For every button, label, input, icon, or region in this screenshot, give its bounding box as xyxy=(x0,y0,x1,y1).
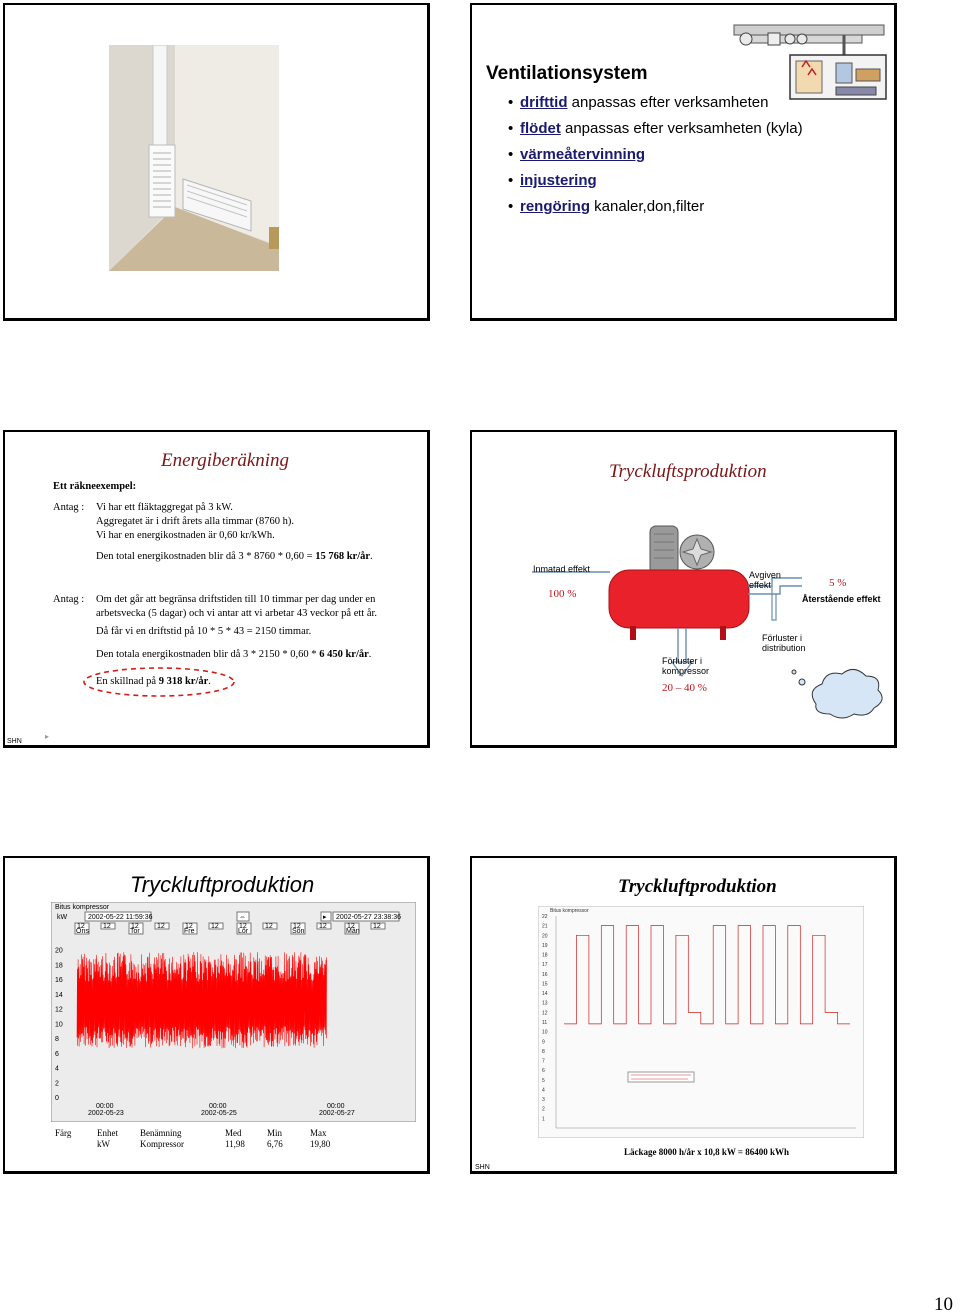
y-tick-label: 18 xyxy=(542,952,548,959)
y-tick-label: 4 xyxy=(542,1087,545,1094)
slide-ventilationsystem xyxy=(470,3,897,321)
legend-header: Med xyxy=(225,1128,242,1138)
y-tick-label: 13 xyxy=(542,1000,548,1007)
compressor-energy-diagram xyxy=(472,512,897,742)
y-tick-label: 6 xyxy=(55,1050,59,1058)
slide-title: Tryckluftproduktion xyxy=(130,872,315,897)
day-value: 12 xyxy=(239,923,247,930)
day-label: Mån xyxy=(346,928,360,935)
y-tick-label: 16 xyxy=(542,971,548,978)
assumption-label: Antag : xyxy=(53,594,85,605)
slide-tryckluftsproduktion-diagram xyxy=(470,430,897,748)
footer-label: SHN xyxy=(475,1164,490,1171)
y-tick-label: 1 xyxy=(542,1116,545,1123)
list-item: • injustering xyxy=(506,172,806,190)
input-percent: 100 % xyxy=(548,588,577,600)
slide-tryckluftproduktion-chart xyxy=(3,856,430,1174)
slide-tryckluftproduktion-leak xyxy=(470,856,897,1174)
y-tick-label: 4 xyxy=(55,1065,59,1073)
day-value: 12 xyxy=(211,923,219,930)
ventilation-photo xyxy=(109,45,279,271)
y-tick-label: 2 xyxy=(55,1080,59,1088)
y-tick-label: 14 xyxy=(55,991,63,999)
day-value: 12 xyxy=(319,923,327,930)
output-percent: 5 % xyxy=(829,577,847,589)
calculation-line: Den total energikostnaden blir då 3 * 8760 * 0,60 = 15 768 kr/år. xyxy=(96,551,373,562)
input-power-label: Inmatad effekt xyxy=(533,564,590,574)
assumption-line: arbetsvecka (5 dagar) och vi antar att vi arbetar 43 veckor på ett år. xyxy=(96,608,378,619)
page-number: 10 xyxy=(934,1294,953,1315)
chart-end-date: 2002-05-27 23:38:36 xyxy=(336,914,401,921)
y-tick-label: 2 xyxy=(542,1106,545,1113)
list-item: • flödet anpassas efter verksamheten (kyla) xyxy=(506,120,806,138)
day-value: 12 xyxy=(157,923,165,930)
y-tick-label: 7 xyxy=(542,1058,545,1065)
y-tick-label: 20 xyxy=(542,933,548,940)
y-tick-label: 18 xyxy=(55,962,63,970)
distribution-loss-label: distribution xyxy=(762,643,806,653)
chart-scroll-arrows-icon[interactable]: ⇔ xyxy=(239,914,246,921)
output-power-label: Avgiven xyxy=(749,570,781,580)
day-label: Tor xyxy=(130,928,140,935)
y-tick-label: 10 xyxy=(55,1021,63,1029)
y-tick-label: 16 xyxy=(55,977,63,985)
y-tick-label: 11 xyxy=(542,1020,548,1026)
y-tick-label: 14 xyxy=(542,991,548,998)
day-value: 12 xyxy=(347,923,355,930)
y-tick-label: 6 xyxy=(542,1068,545,1075)
calculation-line: Då får vi en driftstid på 10 * 5 * 43 = 2150 timmar. xyxy=(96,626,312,637)
chart-nav-arrow-icon[interactable]: ▸ xyxy=(323,914,327,921)
day-value: 12 xyxy=(265,923,273,930)
assumption-label: Antag : xyxy=(53,502,85,513)
y-tick-label: 10 xyxy=(542,1029,548,1036)
legend-header: Färg xyxy=(55,1128,72,1138)
y-tick-label: 8 xyxy=(542,1048,545,1055)
x-tick-time: 00:00 xyxy=(327,1103,345,1110)
legend-cell: kW xyxy=(97,1139,110,1149)
y-tick-label: 12 xyxy=(542,1010,548,1017)
legend-cell: 19,80 xyxy=(310,1139,331,1149)
play-arrow-icon: ▸ xyxy=(45,732,50,741)
chart-start-date: 2002-05-22 11:59:36 xyxy=(88,914,153,921)
measure-list xyxy=(506,94,806,224)
legend-header: Min xyxy=(267,1128,283,1138)
y-tick-label: 3 xyxy=(542,1097,545,1104)
slide-title: Energiberäkning xyxy=(161,450,290,471)
slide-title: Ventilationsystem xyxy=(486,63,648,84)
day-value: 12 xyxy=(131,923,139,930)
difference-line: En skillnad på 9 318 kr/år. xyxy=(96,676,211,687)
legend-header: Enhet xyxy=(97,1128,118,1138)
legend-header: Max xyxy=(310,1128,327,1138)
list-item: • rengöring kanaler,don,filter xyxy=(506,198,806,216)
legend-cell: Kompressor xyxy=(140,1139,184,1149)
slide-title: Tryckluftsproduktion xyxy=(609,461,767,482)
compressor-loss-percent: 20 – 40 % xyxy=(662,682,707,694)
compressor-loss-label: kompressor xyxy=(662,666,710,676)
slide-title: Tryckluftproduktion xyxy=(618,876,777,897)
footer-label: SHN xyxy=(7,738,22,745)
assumption-line: Vi har en energikostnaden är 0,60 kr/kWh. xyxy=(96,530,275,541)
day-value: 12 xyxy=(103,923,111,930)
compressor-power-chart xyxy=(51,902,416,1122)
y-tick-label: 8 xyxy=(55,1036,59,1044)
y-tick-label: 15 xyxy=(542,981,548,988)
day-label: Sön xyxy=(292,928,305,935)
remaining-power-label: Återstående effekt xyxy=(802,594,881,604)
day-label: Lör xyxy=(238,928,249,935)
x-tick-date: 2002-05-23 xyxy=(88,1110,124,1117)
legend-cell: 6,76 xyxy=(267,1139,283,1149)
list-item: • värmeåtervinning xyxy=(506,146,806,164)
y-tick-label: 9 xyxy=(542,1039,545,1046)
day-value: 12 xyxy=(293,923,301,930)
y-tick-label: 12 xyxy=(55,1006,63,1014)
x-tick-date: 2002-05-25 xyxy=(201,1110,237,1117)
legend-table xyxy=(51,1128,381,1150)
x-tick-time: 00:00 xyxy=(96,1103,114,1110)
assumption-line: Vi har ett fläktaggregat på 3 kW. xyxy=(96,502,233,513)
slide-energiberakning xyxy=(3,430,430,748)
chart-window-title: Bitus kompressor xyxy=(55,904,110,911)
building-ventilation-illustration xyxy=(724,11,892,107)
legend-cell: 11,98 xyxy=(225,1139,245,1149)
y-tick-label: 17 xyxy=(542,962,548,969)
example-heading: Ett räkneexempel: xyxy=(53,481,137,492)
y-tick-label: 21 xyxy=(542,923,548,930)
list-item: • drifttid anpassas efter verksamheten xyxy=(506,94,806,112)
leak-chart xyxy=(538,906,864,1138)
y-tick-label: 0 xyxy=(55,1095,59,1102)
y-tick-label: 22 xyxy=(542,914,548,920)
assumption-line: Aggregatet är i drift årets alla timmar (8760 h). xyxy=(96,516,294,527)
assumption-line: Om det går att begränsa driftstiden till 10 timmar per dag under en xyxy=(96,594,376,605)
calculation-line: Den totala energikostnaden blir då 3 * 2150 * 0,60 * 6 450 kr/år. xyxy=(96,649,372,660)
day-label: Ons xyxy=(76,928,89,935)
chart-unit-label: kW xyxy=(57,914,68,921)
y-tick-label: 5 xyxy=(542,1077,545,1084)
x-tick-date: 2002-05-27 xyxy=(319,1110,355,1117)
day-label: Fre xyxy=(184,928,195,935)
day-value: 12 xyxy=(373,923,381,930)
distribution-loss-label: Förluster i xyxy=(762,633,803,643)
day-value: 12 xyxy=(77,923,85,930)
compressor-loss-label: Förluster i xyxy=(662,656,703,666)
day-value: 12 xyxy=(185,923,193,930)
output-power-label: effekt xyxy=(749,580,771,590)
chart-window-title: Bitus kompressor xyxy=(550,908,589,914)
y-tick-label: 20 xyxy=(55,947,63,955)
x-tick-time: 00:00 xyxy=(209,1103,227,1110)
legend-header: Benämning xyxy=(140,1128,182,1138)
leak-caption: Läckage 8000 h/år x 10,8 kW = 86400 kWh xyxy=(624,1147,790,1157)
slide-photo xyxy=(3,3,430,321)
y-tick-label: 19 xyxy=(542,942,548,949)
